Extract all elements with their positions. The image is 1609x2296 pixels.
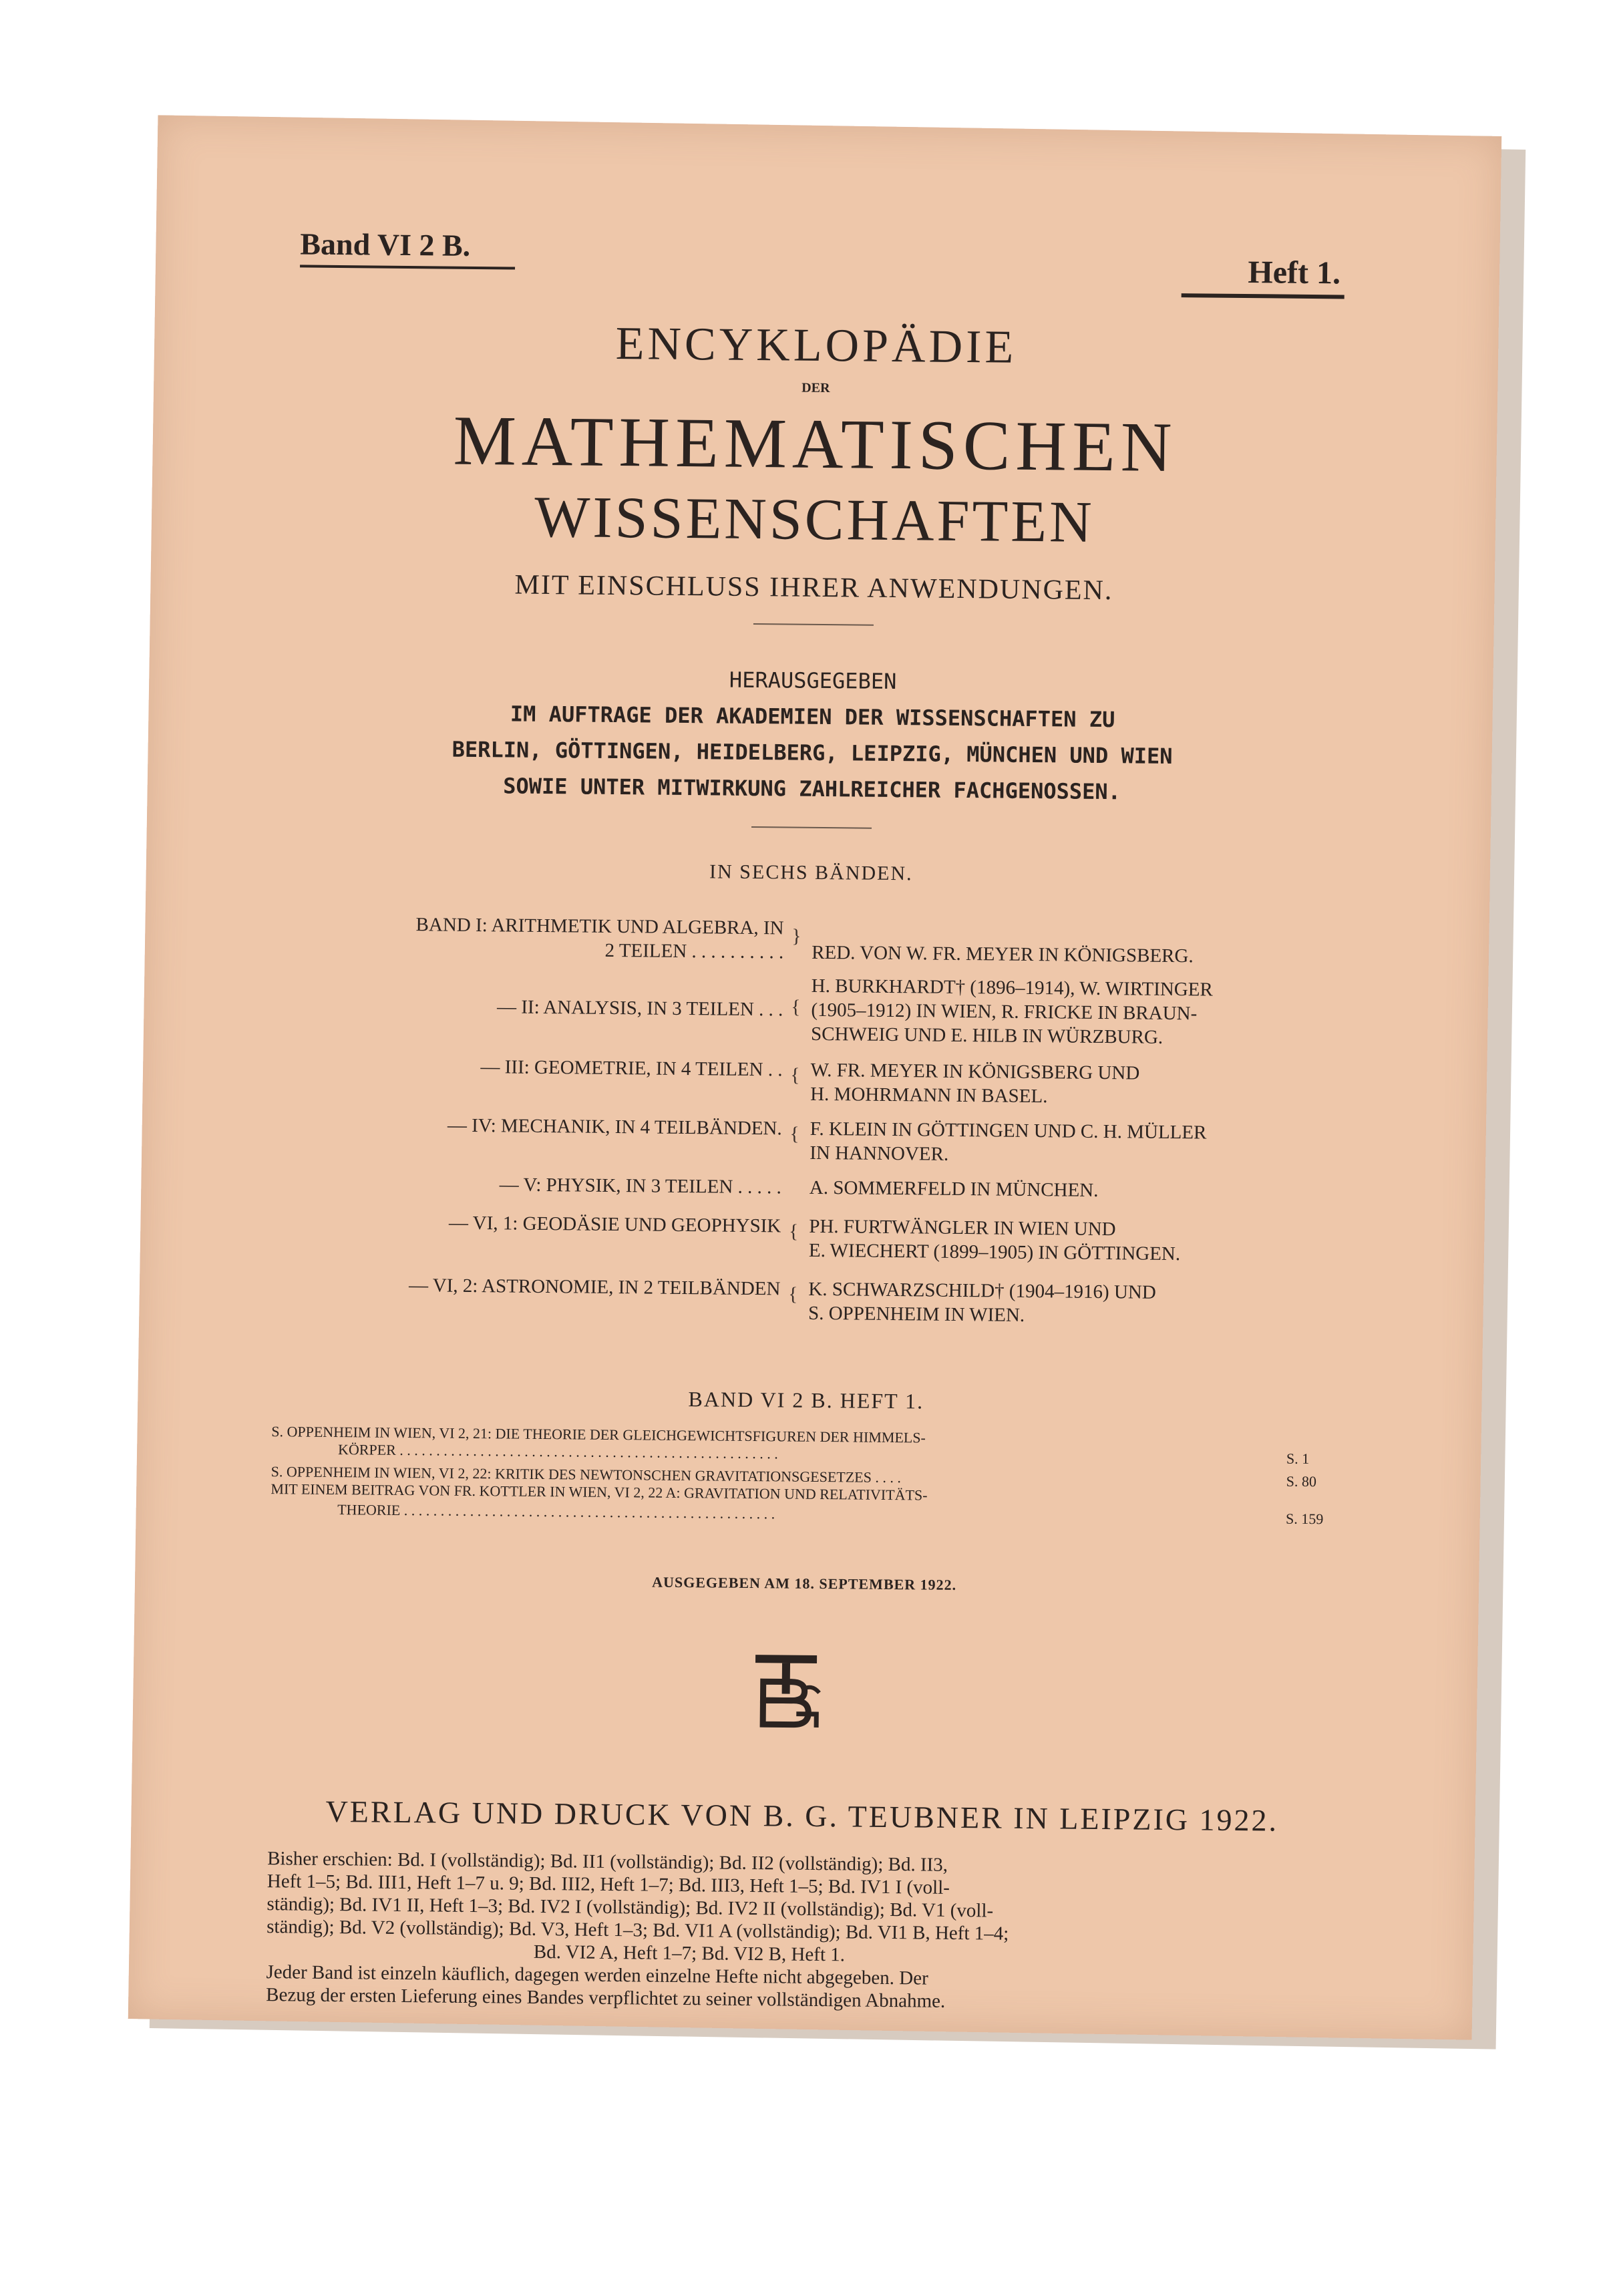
volume-editors: W. FR. MEYER IN KÖNIGSBERG UND — [810, 1059, 1140, 1084]
volume-title: 2 TEILEN . . . . . . . . . . — [604, 939, 784, 963]
title-encyklopaedie: ENCYKLOPÄDIE — [615, 317, 1017, 373]
volume-editors: S. OPPENHEIM IN WIEN. — [808, 1302, 1025, 1326]
volume-entry — [260, 1209, 1356, 1265]
volume-editors: SCHWEIG UND E. HILB IN WÜRZBURG. — [810, 1023, 1164, 1048]
volume-title: — II: ANALYSIS, IN 3 TEILEN . . . — [496, 996, 783, 1021]
bisher-line: ständig); Bd. IV1 II, Heft 1–3; Bd. IV2 I (vollständig); Bd. IV2 II (vollständig); Bd. V1 (voll- — [266, 1893, 994, 1922]
volume-title: — III: GEOMETRIE, IN 4 TEILEN . . — [480, 1056, 783, 1081]
brace: { — [790, 1064, 800, 1086]
volume-title: — VI, 2: ASTRONOMIE, IN 2 TEILBÄNDEN — [408, 1275, 781, 1300]
herausgegeben: HERAUSGEGEBEN — [729, 667, 897, 695]
title-wissenschaften: WISSENSCHAFTEN — [534, 484, 1095, 555]
bisher-line: Bisher erschien: Bd. I (vollständig); Bd. II1 (vollständig); Bd. II2 (vollständig); Bd. II3, — [267, 1848, 948, 1876]
contents-text: THEORIE . . . . . . . . . . . . . . . . . . . . . . . . . . . . . . . . . . . . . . . . . . . . . . . . . . . — [337, 1501, 775, 1522]
volume-entry — [260, 1170, 1356, 1201]
volume-editors: (1905–1912) IN WIEN, R. FRICKE IN BRAUN- — [811, 999, 1198, 1025]
volume-editors: H. MOHRMANN IN BASEL. — [810, 1083, 1048, 1108]
volume-editors: IN HANNOVER. — [810, 1142, 949, 1165]
brace: { — [788, 1283, 798, 1305]
volume-editors: RED. VON W. FR. MEYER IN KÖNIGSBERG. — [812, 941, 1194, 967]
bisher-line: Bd. VI2 A, Heft 1–7; Bd. VI2 B, Heft 1. — [533, 1941, 846, 1966]
publisher-line-2: BERLIN, GÖTTINGEN, HEIDELBERG, LEIPZIG, MÜNCHEN UND WIEN — [452, 736, 1173, 770]
brace: { — [789, 1220, 799, 1243]
publisher-imprint: VERLAG UND DRUCK VON B. G. TEUBNER IN LEIPZIG 1922. — [325, 1794, 1279, 1838]
volume-entry — [261, 1112, 1357, 1165]
brace: { — [789, 1123, 799, 1145]
band-underline — [300, 265, 515, 269]
volume-title: — VI, 1: GEODÄSIE UND GEOPHYSIK — [448, 1212, 781, 1237]
volume-title: BAND I: ARITHMETIK UND ALGEBRA, IN — [415, 914, 784, 939]
volume-editors: F. KLEIN IN GÖTTINGEN UND C. H. MÜLLER — [810, 1118, 1207, 1144]
volume-entry — [262, 1053, 1357, 1108]
contents-line — [337, 1441, 1310, 1468]
notice-line: Bezug der ersten Lieferung eines Bandes verpflichtet zu seiner vollständigen Abnahme. — [266, 1984, 946, 2012]
contents-text: S. OPPENHEIM IN WIEN, VI 2, 22: KRITIK DES NEWTONSCHEN GRAVITATIONSGESETZES . . . . — [271, 1463, 902, 1486]
bisher-line: Heft 1–5; Bd. III1, Heft 1–7 u. 9; Bd. III2, Heft 1–7; Bd. III3, Heft 1–5; Bd. IV1 I (voll- — [266, 1870, 950, 1899]
subtitle: MIT EINSCHLUSS IHRER ANWENDUNGEN. — [514, 569, 1113, 607]
volume-entry — [260, 1272, 1355, 1326]
heft-underline — [1182, 293, 1345, 299]
cover-content — [252, 200, 1365, 2041]
band-label: Band VI 2 B. — [300, 226, 471, 263]
bisher-line: ständig); Bd. V2 (vollständig); Bd. V3, Heft 1–3; Bd. VI1 A (vollständig); Bd. VI1 B, Heft 1–4; — [266, 1916, 1009, 1945]
contents-page: S. 80 — [1286, 1472, 1317, 1490]
contents-line — [337, 1501, 1324, 1528]
brace: { — [791, 996, 801, 1018]
brace: } — [791, 925, 801, 947]
volume-editors: H. BURKHARDT† (1896–1914), W. WIRTINGER — [811, 975, 1213, 1001]
divider-rule — [753, 623, 874, 626]
title-der: DER — [801, 380, 830, 396]
volume-entry — [262, 969, 1358, 1048]
title-mathematischen: MATHEMATISCHEN — [453, 401, 1178, 487]
publisher-line-3: SOWIE UNTER MITWIRKUNG ZAHLREICHER FACHGENOSSEN. — [503, 773, 1121, 805]
contents-page: S. 159 — [1286, 1510, 1324, 1528]
contents-text: KÖRPER . . . . . . . . . . . . . . . . . . . . . . . . . . . . . . . . . . . . . . . . . . . . . . . . . . . . — [337, 1441, 778, 1462]
volume-title: — V: PHYSIK, IN 3 TEILEN . . . . . — [499, 1174, 782, 1198]
volume-editors: K. SCHWARZSCHILD† (1904–1916) UND — [808, 1278, 1156, 1303]
heft-heading: BAND VI 2 B. HEFT 1. — [688, 1387, 924, 1414]
volume-editors: E. WIECHERT (1899–1905) IN GÖTTINGEN. — [808, 1239, 1181, 1265]
volume-editors: PH. FURTWÄNGLER IN WIEN UND — [809, 1215, 1116, 1241]
contents-page: S. 1 — [1286, 1450, 1310, 1468]
contents-text: MIT EINEM BEITRAG VON FR. KOTTLER IN WIEN, VI 2, 22 A: GRAVITATION UND RELATIVITÄTS- — [271, 1480, 928, 1504]
notice-line: Jeder Band ist einzeln käuflich, dagegen werden einzelne Hefte nicht abgegeben. Der — [266, 1961, 928, 1989]
volume-entry — [263, 911, 1359, 967]
teubner-logo — [749, 1652, 824, 1733]
volumes-count: IN SECHS BÄNDEN. — [709, 860, 913, 885]
publisher-line-1: IM AUFTRAGE DER AKADEMIEN DER WISSENSCHAFTEN ZU — [510, 701, 1115, 733]
volume-title: — IV: MECHANIK, IN 4 TEILBÄNDEN. — [447, 1114, 782, 1140]
contents-text: S. OPPENHEIM IN WIEN, VI 2, 21: DIE THEORIE DER GLEICHGEWICHTSFIGUREN DER HIMMELS- — [271, 1423, 926, 1446]
heft-label: Heft 1. — [1248, 255, 1341, 291]
divider-rule — [751, 826, 872, 829]
volume-editors: A. SOMMERFELD IN MÜNCHEN. — [809, 1176, 1099, 1201]
issue-date: AUSGEGEBEN AM 18. SEPTEMBER 1922. — [652, 1573, 957, 1593]
